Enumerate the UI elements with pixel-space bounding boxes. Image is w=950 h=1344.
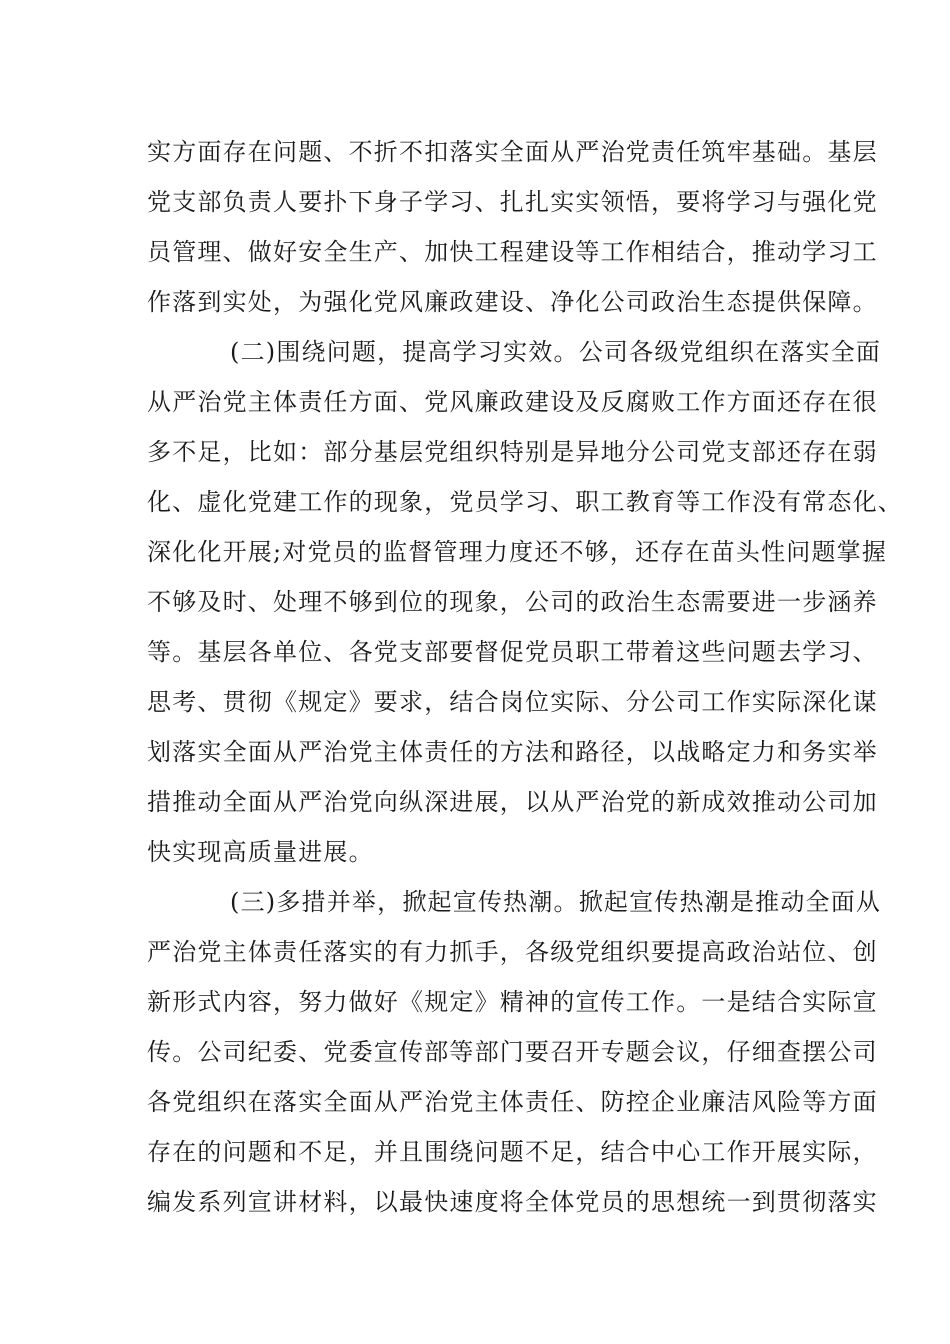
body-text-line: 等。基层各单位、各党支部要督促党员职工带着这些问题去学习、 [147,638,878,666]
body-text-line: 员管理、做好安全生产、加快工程建设等工作相结合，推动学习工 [147,238,878,266]
body-text-line: 党支部负责人要扑下身子学习、扎扎实实领悟，要将学习与强化党 [147,188,878,216]
body-text-line: 编发系列宣讲材料，以最快速度将全体党员的思想统一到贯彻落实 [147,1188,878,1216]
body-text-line: 措推动全面从严治党向纵深进展，以从严治党的新成效推动公司加 [147,788,878,816]
body-text-line: 快实现高质量进展。 [147,838,374,866]
body-text-line: 划落实全面从严治党主体责任的方法和路径，以战略定力和务实举 [147,738,878,766]
body-text-line: 各党组织在落实全面从严治党主体责任、防控企业廉洁风险等方面 [147,1088,878,1116]
body-text-line: 传。公司纪委、党委宣传部等部门要召开专题会议，仔细查摆公司 [147,1038,878,1066]
body-text-line: 存在的问题和不足，并且围绕问题不足，结合中心工作开展实际， [147,1138,878,1166]
body-text-line: 不够及时、处理不够到位的现象，公司的政治生态需要进一步涵养 [147,588,878,616]
body-text-line: 实方面存在问题、不折不扣落实全面从严治党责任筑牢基础。基层 [147,138,878,166]
body-text-line: 作落到实处，为强化党风廉政建设、净化公司政治生态提供保障。 [147,288,878,316]
paragraph-heading-line: (二)围绕问题，提高学习实效。公司各级党组织在落实全面 [230,338,882,366]
paragraph-heading-line: (三)多措并举，掀起宣传热潮。掀起宣传热潮是推动全面从 [230,888,882,916]
body-text-line: 化、虚化党建工作的现象，党员学习、职工教育等工作没有常态化、 [147,488,903,516]
body-text-line: 新形式内容，努力做好《规定》精神的宣传工作。一是结合实际宣 [147,988,878,1016]
body-text-line: 深化化开展;对党员的监督管理力度还不够，还存在苗头性问题掌握 [147,538,888,566]
body-text-line: 思考、贯彻《规定》要求，结合岗位实际、分公司工作实际深化谋 [147,688,878,716]
body-text-line: 多不足，比如：部分基层党组织特别是异地分公司党支部还存在弱 [147,438,878,466]
body-text-line: 严治党主体责任落实的有力抓手，各级党组织要提高政治站位、创 [147,938,878,966]
body-text-line: 从严治党主体责任方面、党风廉政建设及反腐败工作方面还存在很 [147,388,878,416]
